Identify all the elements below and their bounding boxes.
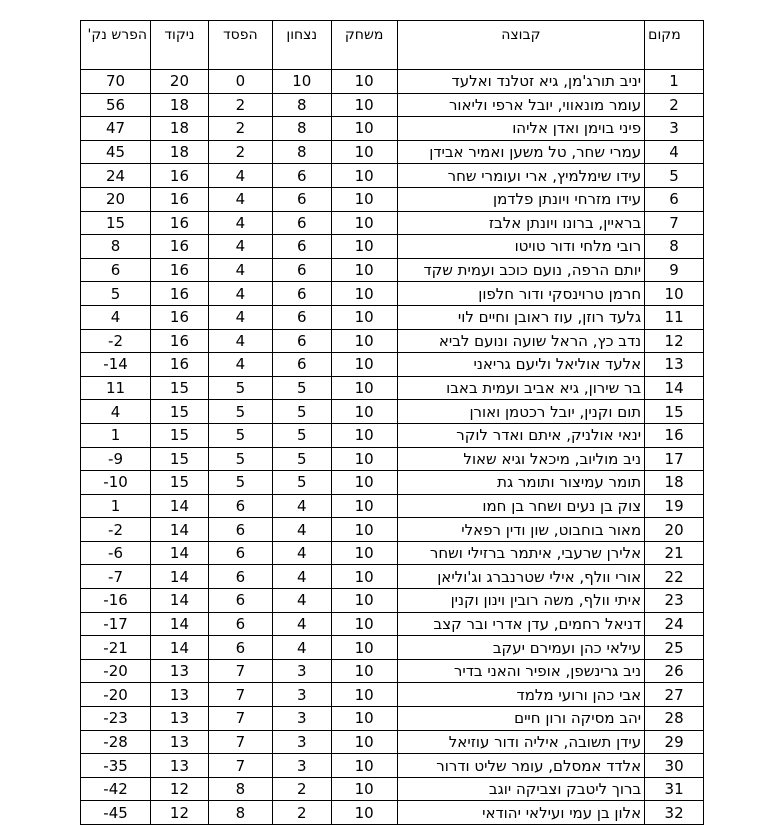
- losses-cell: 6: [208, 518, 272, 542]
- rank-cell: 15: [645, 400, 704, 424]
- team-cell: צוק בן נעים ושחר בן חמו: [397, 494, 645, 518]
- losses-cell: 0: [208, 70, 272, 94]
- losses-cell: 7: [208, 707, 272, 731]
- team-cell: אבי כהן ורועי מלמד: [397, 683, 645, 707]
- played-cell: 10: [331, 164, 397, 188]
- points-cell: 13: [151, 730, 209, 754]
- rank-cell: 17: [645, 447, 704, 471]
- played-cell: 10: [331, 282, 397, 306]
- wins-cell: 6: [272, 329, 331, 353]
- losses-cell: 2: [208, 93, 272, 117]
- team-cell: אלון בן עמי ועילאי יהודאי: [397, 801, 645, 825]
- losses-cell: 4: [208, 353, 272, 377]
- losses-cell: 4: [208, 187, 272, 211]
- team-cell: עמרי שחר, טל משען ואמיר אבידן: [397, 140, 645, 164]
- played-cell: 10: [331, 730, 397, 754]
- wins-cell: 8: [272, 140, 331, 164]
- wins-cell: 4: [272, 612, 331, 636]
- rank-cell: 28: [645, 707, 704, 731]
- team-cell: דניאל רחמים, עדן אדרי ובר קצב: [397, 612, 645, 636]
- point-diff-cell: -14: [81, 353, 151, 377]
- played-cell: 10: [331, 187, 397, 211]
- played-cell: 10: [331, 400, 397, 424]
- table-row: [81, 211, 704, 235]
- team-cell: ניב גרינשפן, אופיר והאני בדיר: [397, 659, 645, 683]
- team-cell: תומר עמיצור ותומר גת: [397, 471, 645, 495]
- point-diff-cell: -7: [81, 565, 151, 589]
- point-diff-cell: 4: [81, 305, 151, 329]
- table-row: [81, 541, 704, 565]
- point-diff-cell: -45: [81, 801, 151, 825]
- points-cell: 15: [151, 423, 209, 447]
- point-diff-cell: -6: [81, 541, 151, 565]
- rank-cell: 26: [645, 659, 704, 683]
- losses-cell: 7: [208, 754, 272, 778]
- wins-cell: 6: [272, 211, 331, 235]
- losses-cell: 6: [208, 565, 272, 589]
- table-body: [81, 70, 704, 825]
- played-cell: 10: [331, 211, 397, 235]
- wins-cell: 4: [272, 636, 331, 660]
- point-diff-cell: -17: [81, 612, 151, 636]
- wins-cell: 3: [272, 754, 331, 778]
- team-cell: פיני בוימן ואדן אליהו: [397, 117, 645, 141]
- points-cell: 15: [151, 400, 209, 424]
- team-cell: ינאי אולניק, איתם ואדר לוקר: [397, 423, 645, 447]
- played-cell: 10: [331, 305, 397, 329]
- rank-cell: 4: [645, 140, 704, 164]
- rank-cell: 23: [645, 589, 704, 613]
- losses-cell: 6: [208, 541, 272, 565]
- losses-cell: 6: [208, 494, 272, 518]
- wins-cell: 5: [272, 447, 331, 471]
- team-cell: בר שירון, גיא אביב ועמית באבו: [397, 376, 645, 400]
- table-header: [81, 21, 704, 70]
- table-row: [81, 329, 704, 353]
- point-diff-cell: 1: [81, 423, 151, 447]
- points-cell: 15: [151, 471, 209, 495]
- wins-cell: 6: [272, 187, 331, 211]
- team-cell: רובי מלחי ודור טויטו: [397, 235, 645, 259]
- points-cell: 13: [151, 683, 209, 707]
- wins-cell: 5: [272, 400, 331, 424]
- rank-cell: 2: [645, 93, 704, 117]
- point-diff-cell: -16: [81, 589, 151, 613]
- played-cell: 10: [331, 754, 397, 778]
- wins-cell: 6: [272, 282, 331, 306]
- points-cell: 16: [151, 187, 209, 211]
- rank-cell: 21: [645, 541, 704, 565]
- played-cell: 10: [331, 447, 397, 471]
- losses-cell: 7: [208, 730, 272, 754]
- point-diff-cell: -2: [81, 329, 151, 353]
- played-cell: 10: [331, 70, 397, 94]
- losses-cell: 2: [208, 140, 272, 164]
- table-row: [81, 235, 704, 259]
- played-cell: 10: [331, 636, 397, 660]
- point-diff-cell: -42: [81, 777, 151, 801]
- rank-cell: 29: [645, 730, 704, 754]
- wins-cell: 5: [272, 471, 331, 495]
- point-diff-cell: 15: [81, 211, 151, 235]
- wins-cell: 4: [272, 541, 331, 565]
- point-diff-cell: 45: [81, 140, 151, 164]
- table-row: [81, 376, 704, 400]
- team-cell: ניב מוליוב, מיכאל וגיא שאול: [397, 447, 645, 471]
- rank-cell: 3: [645, 117, 704, 141]
- table-row: [81, 636, 704, 660]
- table-row: [81, 305, 704, 329]
- rank-cell: 7: [645, 211, 704, 235]
- losses-cell: 4: [208, 211, 272, 235]
- table-row: [81, 659, 704, 683]
- rank-cell: 19: [645, 494, 704, 518]
- header-team: קבוצה: [397, 21, 645, 70]
- losses-cell: 6: [208, 589, 272, 613]
- rank-cell: 14: [645, 376, 704, 400]
- team-cell: אלעד אוליאל וליעם גריאני: [397, 353, 645, 377]
- rank-cell: 11: [645, 305, 704, 329]
- points-cell: 14: [151, 518, 209, 542]
- losses-cell: 4: [208, 258, 272, 282]
- rank-cell: 16: [645, 423, 704, 447]
- points-cell: 13: [151, 754, 209, 778]
- rank-cell: 18: [645, 471, 704, 495]
- point-diff-cell: -9: [81, 447, 151, 471]
- points-cell: 16: [151, 258, 209, 282]
- point-diff-cell: 70: [81, 70, 151, 94]
- header-points: ניקוד: [151, 21, 209, 70]
- points-cell: 14: [151, 636, 209, 660]
- table-row: [81, 612, 704, 636]
- table-row: [81, 400, 704, 424]
- point-diff-cell: -10: [81, 471, 151, 495]
- wins-cell: 6: [272, 353, 331, 377]
- points-cell: 12: [151, 801, 209, 825]
- table-row: [81, 282, 704, 306]
- played-cell: 10: [331, 376, 397, 400]
- rank-cell: 20: [645, 518, 704, 542]
- played-cell: 10: [331, 541, 397, 565]
- points-cell: 16: [151, 305, 209, 329]
- table-row: [81, 518, 704, 542]
- point-diff-cell: 24: [81, 164, 151, 188]
- points-cell: 18: [151, 140, 209, 164]
- rank-cell: 22: [645, 565, 704, 589]
- table-row: [81, 730, 704, 754]
- losses-cell: 4: [208, 305, 272, 329]
- team-cell: אלדד אמסלם, עומר שליט ודרור: [397, 754, 645, 778]
- points-cell: 15: [151, 376, 209, 400]
- header-row: [81, 21, 704, 70]
- table-row: [81, 777, 704, 801]
- team-cell: עומר מונאווי, יובל ארפי וליאור: [397, 93, 645, 117]
- point-diff-cell: -20: [81, 659, 151, 683]
- table-row: [81, 801, 704, 825]
- table-row: [81, 164, 704, 188]
- wins-cell: 5: [272, 376, 331, 400]
- points-cell: 20: [151, 70, 209, 94]
- table-row: [81, 117, 704, 141]
- team-cell: אלירן שרעבי, איתמר ברזילי ושחר: [397, 541, 645, 565]
- table-row: [81, 447, 704, 471]
- points-cell: 14: [151, 494, 209, 518]
- table-row: [81, 93, 704, 117]
- rank-cell: 13: [645, 353, 704, 377]
- wins-cell: 8: [272, 117, 331, 141]
- points-cell: 12: [151, 777, 209, 801]
- losses-cell: 8: [208, 801, 272, 825]
- played-cell: 10: [331, 777, 397, 801]
- played-cell: 10: [331, 801, 397, 825]
- losses-cell: 4: [208, 164, 272, 188]
- losses-cell: 5: [208, 447, 272, 471]
- points-cell: 16: [151, 164, 209, 188]
- point-diff-cell: 1: [81, 494, 151, 518]
- wins-cell: 6: [272, 305, 331, 329]
- losses-cell: 5: [208, 423, 272, 447]
- point-diff-cell: -21: [81, 636, 151, 660]
- point-diff-cell: -20: [81, 683, 151, 707]
- played-cell: 10: [331, 659, 397, 683]
- point-diff-cell: -35: [81, 754, 151, 778]
- table-row: [81, 423, 704, 447]
- played-cell: 10: [331, 589, 397, 613]
- header-losses: הפסד: [208, 21, 272, 70]
- losses-cell: 2: [208, 117, 272, 141]
- rank-cell: 10: [645, 282, 704, 306]
- losses-cell: 7: [208, 659, 272, 683]
- team-cell: יניב תורג'מן, גיא זטלנד ואלעד: [397, 70, 645, 94]
- played-cell: 10: [331, 258, 397, 282]
- played-cell: 10: [331, 329, 397, 353]
- wins-cell: 3: [272, 730, 331, 754]
- table-row: [81, 471, 704, 495]
- wins-cell: 2: [272, 777, 331, 801]
- header-rank: מקום: [645, 21, 704, 70]
- point-diff-cell: -2: [81, 518, 151, 542]
- team-cell: תום וקנין, יובל רכטמן ואורן: [397, 400, 645, 424]
- points-cell: 14: [151, 612, 209, 636]
- team-cell: ברוך ליטבק וצביקה יוגב: [397, 777, 645, 801]
- point-diff-cell: -23: [81, 707, 151, 731]
- rank-cell: 24: [645, 612, 704, 636]
- point-diff-cell: 11: [81, 376, 151, 400]
- played-cell: 10: [331, 707, 397, 731]
- points-cell: 18: [151, 93, 209, 117]
- team-cell: מאור בוחבוט, שון ודין רפאלי: [397, 518, 645, 542]
- header-point-diff: הפרש נק': [81, 21, 151, 70]
- point-diff-cell: 20: [81, 187, 151, 211]
- points-cell: 16: [151, 235, 209, 259]
- played-cell: 10: [331, 494, 397, 518]
- table-row: [81, 707, 704, 731]
- wins-cell: 5: [272, 423, 331, 447]
- table-row: [81, 187, 704, 211]
- losses-cell: 6: [208, 612, 272, 636]
- points-cell: 14: [151, 565, 209, 589]
- wins-cell: 6: [272, 164, 331, 188]
- table-row: [81, 494, 704, 518]
- rank-cell: 27: [645, 683, 704, 707]
- team-cell: עידו שימלמיץ, ארי ועומרי שחר: [397, 164, 645, 188]
- points-cell: 16: [151, 329, 209, 353]
- rank-cell: 32: [645, 801, 704, 825]
- point-diff-cell: 4: [81, 400, 151, 424]
- wins-cell: 10: [272, 70, 331, 94]
- losses-cell: 8: [208, 777, 272, 801]
- table-row: [81, 353, 704, 377]
- wins-cell: 4: [272, 589, 331, 613]
- rank-cell: 5: [645, 164, 704, 188]
- wins-cell: 4: [272, 565, 331, 589]
- team-cell: חרמן טרוינסקי ודור חלפון: [397, 282, 645, 306]
- table-row: [81, 754, 704, 778]
- wins-cell: 4: [272, 518, 331, 542]
- points-cell: 18: [151, 117, 209, 141]
- losses-cell: 4: [208, 329, 272, 353]
- wins-cell: 8: [272, 93, 331, 117]
- played-cell: 10: [331, 235, 397, 259]
- played-cell: 10: [331, 117, 397, 141]
- rank-cell: 31: [645, 777, 704, 801]
- rank-cell: 9: [645, 258, 704, 282]
- points-cell: 16: [151, 211, 209, 235]
- played-cell: 10: [331, 423, 397, 447]
- team-cell: עילאי כהן ועמירם יעקב: [397, 636, 645, 660]
- table-row: [81, 140, 704, 164]
- team-cell: יותם הרפה, נועם כוכב ועמית שקד: [397, 258, 645, 282]
- table-row: [81, 589, 704, 613]
- points-cell: 16: [151, 282, 209, 306]
- table-row: [81, 258, 704, 282]
- rank-cell: 25: [645, 636, 704, 660]
- wins-cell: 3: [272, 707, 331, 731]
- rank-cell: 6: [645, 187, 704, 211]
- team-cell: בראיין, ברונו ויונתן אלבז: [397, 211, 645, 235]
- table-row: [81, 683, 704, 707]
- points-cell: 13: [151, 659, 209, 683]
- team-cell: עידו מזרחי ויונתן פלדמן: [397, 187, 645, 211]
- point-diff-cell: 56: [81, 93, 151, 117]
- wins-cell: 3: [272, 659, 331, 683]
- point-diff-cell: 8: [81, 235, 151, 259]
- header-wins: נצחון: [272, 21, 331, 70]
- point-diff-cell: 5: [81, 282, 151, 306]
- table-row: [81, 70, 704, 94]
- team-cell: נדב כץ, הראל שועה ונועם לביא: [397, 329, 645, 353]
- losses-cell: 6: [208, 636, 272, 660]
- wins-cell: 6: [272, 235, 331, 259]
- wins-cell: 4: [272, 494, 331, 518]
- wins-cell: 2: [272, 801, 331, 825]
- points-cell: 14: [151, 589, 209, 613]
- losses-cell: 4: [208, 282, 272, 306]
- points-cell: 16: [151, 353, 209, 377]
- rank-cell: 12: [645, 329, 704, 353]
- played-cell: 10: [331, 471, 397, 495]
- team-cell: אורי וולף, אילי שטרנברג וג'וליאן: [397, 565, 645, 589]
- wins-cell: 3: [272, 683, 331, 707]
- team-cell: יהב מסיקה ורון חיים: [397, 707, 645, 731]
- table-row: [81, 565, 704, 589]
- wins-cell: 6: [272, 258, 331, 282]
- played-cell: 10: [331, 353, 397, 377]
- rank-cell: 8: [645, 235, 704, 259]
- team-cell: גלעד רוזן, עוז ראובן וחיים לוי: [397, 305, 645, 329]
- rank-cell: 30: [645, 754, 704, 778]
- standings-table: [80, 20, 704, 825]
- points-cell: 13: [151, 707, 209, 731]
- losses-cell: 7: [208, 683, 272, 707]
- played-cell: 10: [331, 518, 397, 542]
- point-diff-cell: -28: [81, 730, 151, 754]
- played-cell: 10: [331, 93, 397, 117]
- header-played: משחק: [331, 21, 397, 70]
- points-cell: 14: [151, 541, 209, 565]
- losses-cell: 5: [208, 376, 272, 400]
- point-diff-cell: 47: [81, 117, 151, 141]
- played-cell: 10: [331, 565, 397, 589]
- team-cell: איתי וולף, משה רובין וינון וקנין: [397, 589, 645, 613]
- played-cell: 10: [331, 683, 397, 707]
- played-cell: 10: [331, 140, 397, 164]
- losses-cell: 5: [208, 471, 272, 495]
- points-cell: 15: [151, 447, 209, 471]
- team-cell: עידן תשובה, איליה ודור עוזיאל: [397, 730, 645, 754]
- rank-cell: 1: [645, 70, 704, 94]
- losses-cell: 5: [208, 400, 272, 424]
- played-cell: 10: [331, 612, 397, 636]
- losses-cell: 4: [208, 235, 272, 259]
- point-diff-cell: 6: [81, 258, 151, 282]
